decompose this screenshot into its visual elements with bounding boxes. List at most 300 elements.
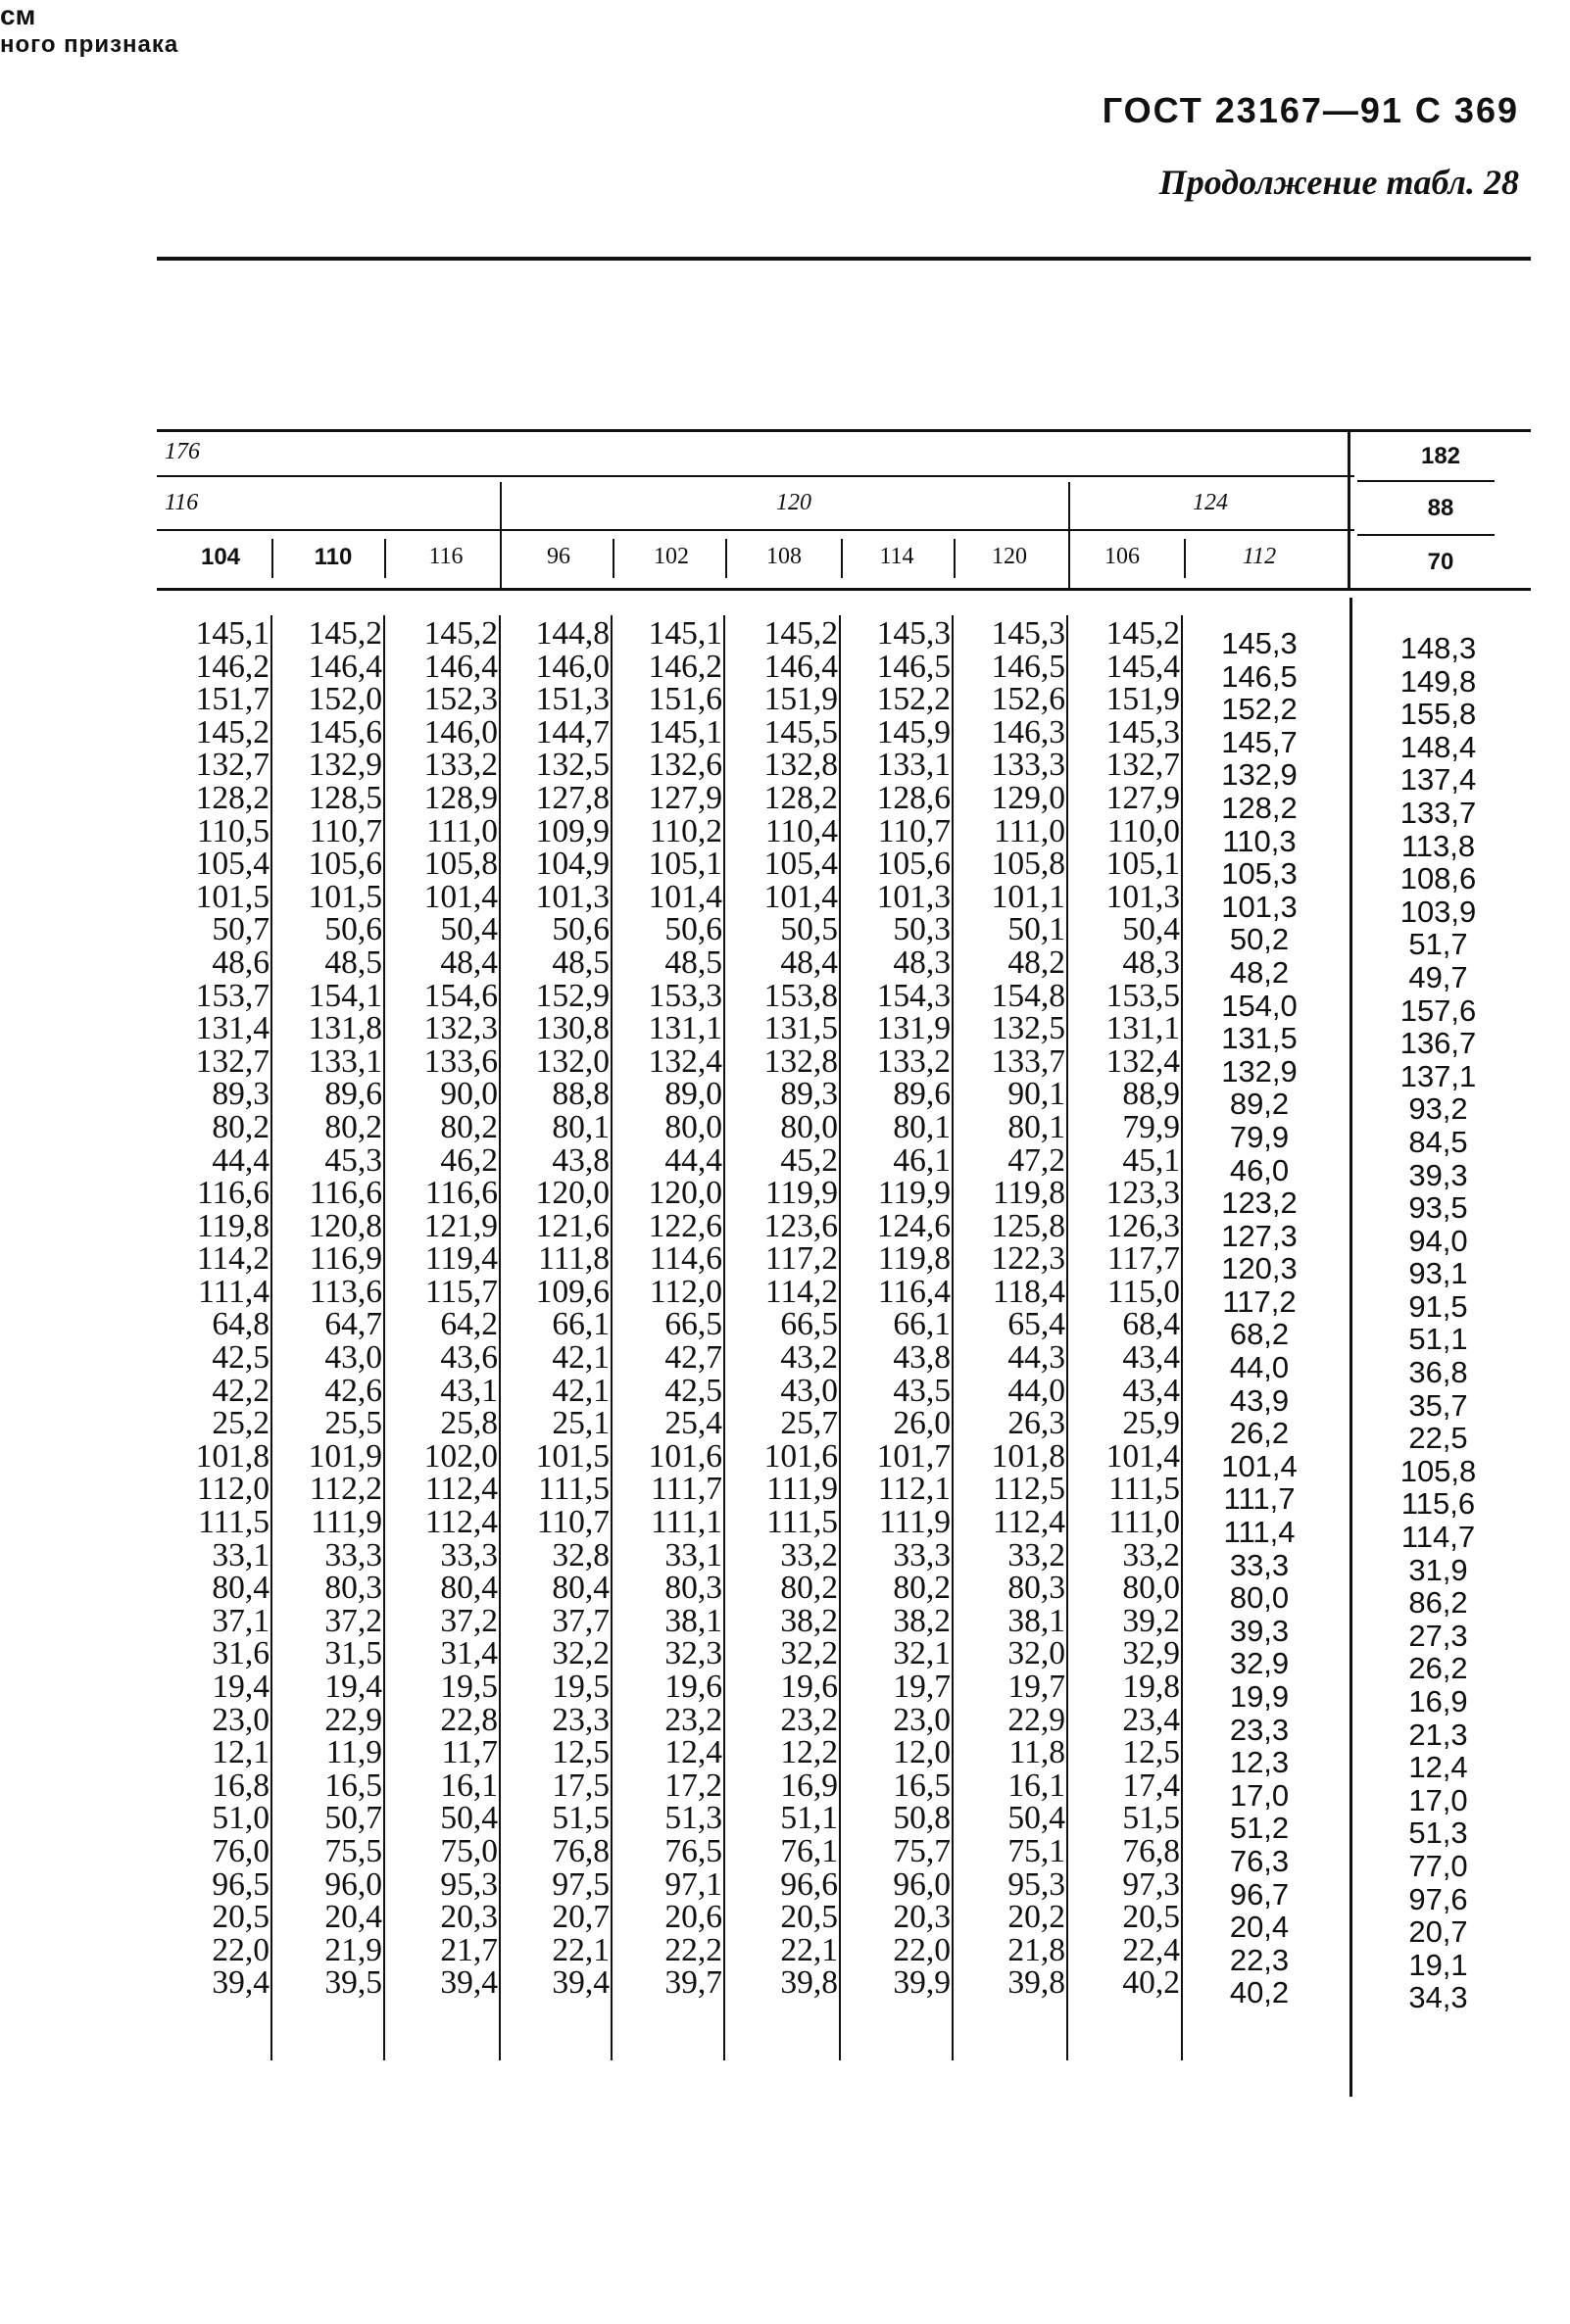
table-cell: 80,0	[1229, 1580, 1290, 1616]
table-cell: 111,7	[651, 1471, 722, 1508]
table-cell: 133,7	[1399, 795, 1477, 830]
table-cell: 66,5	[780, 1306, 838, 1343]
table-cell: 146,5	[876, 648, 951, 685]
table-cell: 119,8	[196, 1207, 270, 1244]
table-cell: 101,4	[1105, 1437, 1180, 1475]
table-cell: 48,5	[324, 944, 382, 981]
table-cell: 36,8	[1408, 1355, 1468, 1390]
table-cell: 32,1	[893, 1635, 951, 1672]
table-cell: 50,7	[324, 1800, 382, 1837]
table-cell: 95,3	[440, 1865, 498, 1903]
table-cell: 145,3	[876, 615, 951, 652]
table-cell: 39,8	[1007, 1964, 1065, 2002]
table-cell: 39,9	[893, 1964, 951, 2002]
table-cell: 47,2	[1007, 1141, 1065, 1179]
table-cell: 152,0	[308, 681, 382, 718]
table-cell: 120,3	[1221, 1251, 1298, 1286]
table-cell: 22,9	[324, 1701, 382, 1738]
column-176-120-114	[843, 617, 951, 2000]
table-cell: 80,2	[324, 1108, 382, 1145]
table-cell: 146,0	[535, 648, 610, 685]
table-cell: 39,7	[664, 1964, 722, 2002]
table-cell: 132,3	[423, 1010, 498, 1047]
table-cell: 20,7	[552, 1899, 610, 1936]
table-cell: 132,0	[535, 1042, 610, 1080]
table-cell: 130,8	[535, 1010, 610, 1047]
table-cell: 127,3	[1221, 1218, 1298, 1253]
table-cell: 86,2	[1408, 1585, 1468, 1621]
table-cell: 50,4	[440, 911, 498, 948]
table-cell: 105,4	[195, 846, 270, 883]
table-cell: 20,4	[324, 1899, 382, 1936]
table-cell: 119,9	[764, 1175, 838, 1212]
table-cell: 11,9	[325, 1734, 382, 1771]
table-cell: 37,7	[552, 1602, 610, 1639]
table-cell: 114,2	[764, 1273, 838, 1310]
table-cell: 132,7	[1105, 747, 1180, 784]
table-cell: 132,7	[195, 1042, 270, 1080]
table-cell: 31,5	[324, 1635, 382, 1672]
table-cell: 111,1	[651, 1504, 722, 1541]
table-cell: 25,8	[440, 1405, 498, 1442]
table-cell: 119,9	[877, 1175, 951, 1212]
table-cell: 37,2	[440, 1602, 498, 1639]
table-cell: 39,4	[440, 1964, 498, 2002]
table-cell: 23,4	[1122, 1701, 1180, 1738]
table-cell: 32,2	[780, 1635, 838, 1672]
table-cell: 44,0	[1229, 1350, 1290, 1385]
table-cell: 76,8	[552, 1832, 610, 1869]
table-cell: 146,5	[991, 648, 1065, 685]
table-cell: 43,0	[324, 1339, 382, 1377]
table-cell: 12,0	[893, 1734, 951, 1771]
table-cell: 80,3	[664, 1570, 722, 1607]
table-cell: 26,2	[1229, 1416, 1290, 1451]
table-cell: 131,5	[763, 1010, 838, 1047]
table-cell: 12,5	[1122, 1734, 1180, 1771]
table-cell: 101,5	[535, 1437, 610, 1475]
table-cell: 45,3	[324, 1141, 382, 1179]
table-cell: 80,2	[893, 1570, 951, 1607]
table-cell: 48,2	[1007, 944, 1065, 981]
table-cell: 16,8	[212, 1767, 270, 1804]
table-cell: 154,8	[991, 977, 1065, 1014]
header-120: 120	[776, 490, 811, 515]
table-cell: 76,8	[1122, 1832, 1180, 1869]
tick-2	[384, 539, 386, 578]
table-cell: 32,9	[1122, 1635, 1180, 1672]
column-176-120-120	[956, 617, 1065, 2000]
table-cell: 25,1	[552, 1405, 610, 1442]
tick-3	[613, 539, 614, 578]
table-cell: 128,5	[308, 779, 382, 816]
header-rule-1	[157, 475, 1354, 477]
table-cell: 115,6	[1400, 1486, 1476, 1522]
table-cell: 88,9	[1122, 1076, 1180, 1113]
table-cell: 25,9	[1122, 1405, 1180, 1442]
table-cell: 75,0	[440, 1832, 498, 1869]
table-cell: 96,0	[324, 1865, 382, 1903]
table-cell: 84,5	[1408, 1124, 1468, 1159]
table-cell: 145,1	[195, 615, 270, 652]
table-cell: 122,3	[991, 1240, 1065, 1278]
table-cell: 110,7	[536, 1504, 610, 1541]
table-cell: 33,3	[893, 1536, 951, 1574]
header-176: 176	[165, 439, 200, 464]
table-cell: 43,0	[780, 1372, 838, 1409]
header-col-104: 104	[200, 544, 241, 570]
table-cell: 110,7	[877, 812, 951, 849]
table-cell: 132,9	[1221, 757, 1298, 793]
table-cell: 89,3	[212, 1076, 270, 1113]
table-cell: 40,2	[1229, 1975, 1290, 2010]
table-cell: 101,5	[195, 878, 270, 915]
header-col-116: 116	[428, 544, 464, 569]
table-cell: 112,0	[196, 1471, 270, 1508]
table-cell: 50,7	[212, 911, 270, 948]
column-176-120-96	[502, 617, 610, 2000]
table-cell: 148,3	[1399, 631, 1477, 665]
table-cell: 27,3	[1408, 1618, 1468, 1653]
table-cell: 97,1	[664, 1865, 722, 1903]
table-cell: 80,4	[212, 1570, 270, 1607]
table-cell: 146,4	[423, 648, 498, 685]
column-176-124-106	[1070, 617, 1180, 2000]
table-top-rule	[157, 429, 1531, 432]
column-182-88-70	[1382, 632, 1495, 2014]
table-cell: 111,5	[1108, 1471, 1180, 1508]
tick-1	[271, 539, 273, 578]
column-176-116-104	[162, 617, 270, 2000]
table-cell: 21,8	[1007, 1931, 1065, 1968]
table-cell: 50,4	[440, 1800, 498, 1837]
table-cell: 154,1	[308, 977, 382, 1014]
table-cell: 120,0	[535, 1175, 610, 1212]
table-cell: 89,0	[664, 1076, 722, 1113]
table-cell: 66,1	[893, 1306, 951, 1343]
table-cell: 33,2	[1122, 1536, 1180, 1574]
table-cell: 153,8	[763, 977, 838, 1014]
body-rule-7	[952, 615, 954, 2060]
table-cell: 132,4	[648, 1042, 722, 1080]
table-cell: 20,4	[1229, 1910, 1290, 1945]
header-col-102: 102	[654, 544, 689, 569]
table-cell: 19,6	[780, 1669, 838, 1705]
table-cell: 51,0	[212, 1800, 270, 1837]
table-cell: 101,3	[1221, 889, 1298, 924]
table-cell: 26,2	[1408, 1651, 1468, 1686]
table-cell: 43,4	[1122, 1339, 1180, 1377]
table-cell: 37,1	[212, 1602, 270, 1639]
table-cell: 145,1	[648, 615, 722, 652]
table-cell: 101,6	[648, 1437, 722, 1475]
table-cell: 145,9	[876, 713, 951, 750]
table-cell: 111,5	[538, 1471, 610, 1508]
table-cell: 44,0	[1007, 1372, 1065, 1409]
table-cell: 33,2	[1007, 1536, 1065, 1574]
table-cell: 110,7	[309, 812, 382, 849]
table-cell: 116,6	[424, 1175, 498, 1212]
table-cell: 50,6	[324, 911, 382, 948]
table-cell: 145,1	[648, 713, 722, 750]
separator-120	[500, 482, 502, 590]
table-cell: 40,2	[1122, 1964, 1180, 2002]
table-cell: 132,5	[535, 747, 610, 784]
table-cell: 131,9	[876, 1010, 951, 1047]
table-cell: 128,9	[423, 779, 498, 816]
table-cell: 133,6	[423, 1042, 498, 1080]
table-cell: 133,2	[876, 1042, 951, 1080]
table-cell: 122,6	[648, 1207, 722, 1244]
table-cell: 79,9	[1229, 1119, 1290, 1154]
table-cell: 51,2	[1229, 1811, 1290, 1846]
table-cell: 22,9	[1007, 1701, 1065, 1738]
table-cell: 128,2	[763, 779, 838, 816]
table-cell: 131,8	[308, 1010, 382, 1047]
table-cell: 91,5	[1408, 1288, 1468, 1324]
table-cell: 105,8	[423, 846, 498, 883]
feature-label: ного признака	[0, 31, 179, 58]
table-cell: 50,8	[893, 1800, 951, 1837]
body-rule-6	[839, 615, 841, 2060]
table-cell: 64,2	[440, 1306, 498, 1343]
table-cell: 75,5	[324, 1832, 382, 1869]
table-cell: 101,6	[763, 1437, 838, 1475]
table-cell: 38,1	[1007, 1602, 1065, 1639]
table-cell: 19,8	[1122, 1669, 1180, 1705]
table-cell: 112,5	[992, 1471, 1065, 1508]
unit-label: см	[0, 0, 36, 30]
header-116: 116	[165, 490, 199, 515]
table-cell: 31,4	[440, 1635, 498, 1672]
table-cell: 111,9	[766, 1471, 838, 1508]
table-cell: 125,8	[991, 1207, 1065, 1244]
table-cell: 112,0	[649, 1273, 722, 1310]
table-cell: 111,4	[1223, 1515, 1296, 1550]
table-cell: 48,2	[1229, 954, 1290, 990]
table-cell: 44,3	[1007, 1339, 1065, 1377]
table-cell: 105,6	[876, 846, 951, 883]
table-cell: 96,7	[1229, 1876, 1290, 1912]
table-cell: 155,8	[1399, 697, 1477, 732]
tick-7	[1184, 539, 1186, 578]
table-cell: 48,3	[1122, 944, 1180, 981]
table-cell: 116,6	[309, 1175, 382, 1212]
table-cell: 16,9	[1408, 1684, 1468, 1719]
table-cell: 38,2	[893, 1602, 951, 1639]
table-cell: 22,2	[664, 1931, 722, 1968]
table-cell: 20,5	[212, 1899, 270, 1936]
table-cell: 132,9	[308, 747, 382, 784]
table-cell: 42,5	[212, 1339, 270, 1377]
table-cell: 22,1	[552, 1931, 610, 1968]
table-cell: 151,9	[1105, 681, 1180, 718]
table-cell: 153,3	[648, 977, 722, 1014]
table-cell: 48,6	[212, 944, 270, 981]
table-cell: 68,4	[1122, 1306, 1180, 1343]
table-cell: 42,7	[664, 1339, 722, 1377]
header-col-112: 112	[1242, 544, 1277, 569]
table-cell: 120,8	[308, 1207, 382, 1244]
header-col-106: 106	[1104, 544, 1140, 569]
table-cell: 145,3	[1105, 713, 1180, 750]
table-cell: 127,8	[535, 779, 610, 816]
table-cell: 48,3	[893, 944, 951, 981]
table-cell: 115,0	[1106, 1273, 1180, 1310]
table-cell: 133,2	[423, 747, 498, 784]
table-cell: 20,5	[780, 1899, 838, 1936]
table-cell: 133,7	[991, 1042, 1065, 1080]
column-176-120-108	[727, 617, 838, 2000]
table-cell: 120,0	[648, 1175, 722, 1212]
table-cell: 153,7	[195, 977, 270, 1014]
table-cell: 19,7	[893, 1669, 951, 1705]
header-col-96: 96	[547, 544, 570, 569]
table-cell: 146,3	[991, 713, 1065, 750]
table-cell: 33,1	[212, 1536, 270, 1574]
table-cell: 80,0	[780, 1108, 838, 1145]
table-cell: 131,4	[195, 1010, 270, 1047]
table-cell: 80,4	[440, 1570, 498, 1607]
table-cell: 77,0	[1408, 1848, 1468, 1883]
table-cell: 105,6	[308, 846, 382, 883]
table-cell: 109,6	[535, 1273, 610, 1310]
table-cell: 43,8	[893, 1339, 951, 1377]
header-col-120: 120	[992, 544, 1027, 569]
table-cell: 80,1	[552, 1108, 610, 1145]
table-cell: 111,5	[198, 1504, 270, 1541]
table-cell: 50,4	[1122, 911, 1180, 948]
table-cell: 42,5	[664, 1372, 722, 1409]
table-cell: 112,4	[424, 1471, 498, 1508]
table-cell: 33,3	[324, 1536, 382, 1574]
table-cell: 48,5	[664, 944, 722, 981]
table-cell: 148,4	[1399, 729, 1477, 764]
table-cell: 79,9	[1122, 1108, 1180, 1145]
table-cell: 33,3	[440, 1536, 498, 1574]
table-cell: 117,2	[764, 1240, 838, 1278]
table-cell: 19,5	[440, 1669, 498, 1705]
table-cell: 146,4	[763, 648, 838, 685]
table-cell: 43,6	[440, 1339, 498, 1377]
table-cell: 118,4	[992, 1273, 1065, 1310]
table-cell: 97,5	[552, 1865, 610, 1903]
table-cell: 110,0	[1106, 812, 1180, 849]
table-cell: 123,2	[1221, 1186, 1298, 1221]
table-cell: 94,0	[1408, 1223, 1468, 1258]
table-cell: 48,4	[780, 944, 838, 981]
table-cell: 66,5	[664, 1306, 722, 1343]
table-cell: 17,4	[1122, 1767, 1180, 1804]
table-cell: 39,5	[324, 1964, 382, 2002]
table-cell: 23,0	[893, 1701, 951, 1738]
table-cell: 33,3	[1229, 1547, 1290, 1582]
table-cell: 146,0	[423, 713, 498, 750]
table-cell: 16,5	[893, 1767, 951, 1804]
table-cell: 51,1	[1408, 1322, 1468, 1357]
table-cell: 50,5	[780, 911, 838, 948]
table-cell: 17,2	[664, 1767, 722, 1804]
table-cell: 132,6	[648, 747, 722, 784]
table-cell: 111,0	[426, 812, 498, 849]
table-cell: 96,5	[212, 1865, 270, 1903]
table-cell: 101,3	[535, 878, 610, 915]
table-cell: 43,2	[780, 1339, 838, 1377]
table-cell: 43,8	[552, 1141, 610, 1179]
table-cell: 39,3	[1408, 1157, 1468, 1192]
column-176-120-102	[614, 617, 722, 2000]
table-cell: 101,4	[648, 878, 722, 915]
table-cell: 66,1	[552, 1306, 610, 1343]
table-cell: 80,2	[212, 1108, 270, 1145]
table-cell: 105,8	[991, 846, 1065, 883]
table-cell: 32,3	[664, 1635, 722, 1672]
table-cell: 23,2	[664, 1701, 722, 1738]
table-cell: 20,5	[1122, 1899, 1180, 1936]
table-cell: 51,3	[664, 1800, 722, 1837]
header-col-108: 108	[766, 544, 802, 569]
table-cell: 112,4	[992, 1504, 1065, 1541]
table-cell: 145,4	[1105, 648, 1180, 685]
table-cell: 119,8	[992, 1175, 1065, 1212]
table-cell: 12,4	[1408, 1750, 1468, 1785]
table-cell: 42,1	[552, 1372, 610, 1409]
table-cell: 101,8	[991, 1437, 1065, 1475]
table-cell: 151,6	[648, 681, 722, 718]
table-cell: 146,4	[308, 648, 382, 685]
table-cell: 146,2	[195, 648, 270, 685]
table-cell: 121,6	[535, 1207, 610, 1244]
table-cell: 146,5	[1221, 658, 1298, 694]
table-cell: 93,1	[1408, 1256, 1468, 1291]
table-cell: 101,4	[1221, 1448, 1298, 1483]
separator-124	[1068, 482, 1070, 590]
header-88: 88	[1427, 495, 1454, 521]
table-cell: 93,5	[1408, 1190, 1468, 1226]
table-cell: 34,3	[1408, 1980, 1468, 2015]
table-cell: 32,0	[1007, 1635, 1065, 1672]
table-cell: 105,4	[763, 846, 838, 883]
table-cell: 43,4	[1122, 1372, 1180, 1409]
column-176-124-112	[1201, 627, 1318, 2009]
table-cell: 50,2	[1229, 922, 1290, 957]
table-cell: 20,7	[1408, 1914, 1468, 1950]
table-cell: 115,7	[424, 1273, 498, 1310]
table-cell: 26,3	[1007, 1405, 1065, 1442]
column-176-116-116	[387, 617, 498, 2000]
table-cell: 46,0	[1229, 1152, 1290, 1187]
table-cell: 35,7	[1408, 1387, 1468, 1423]
table-cell: 43,1	[440, 1372, 498, 1409]
table-cell: 23,2	[780, 1701, 838, 1738]
table-cell: 16,5	[324, 1767, 382, 1804]
tick-4	[725, 539, 727, 578]
table-cell: 133,1	[308, 1042, 382, 1080]
table-cell: 12,5	[552, 1734, 610, 1771]
table-cell: 113,8	[1400, 828, 1476, 863]
table-cell: 16,1	[1007, 1767, 1065, 1804]
table-cell: 25,2	[212, 1405, 270, 1442]
table-cell: 88,8	[552, 1076, 610, 1113]
table-cell: 101,1	[991, 878, 1065, 915]
table-cell: 51,7	[1408, 927, 1468, 962]
table-cell: 51,3	[1408, 1816, 1468, 1851]
table-cell: 89,3	[780, 1076, 838, 1113]
table-cell: 127,9	[1105, 779, 1180, 816]
table-cell: 48,5	[552, 944, 610, 981]
table-cell: 37,2	[324, 1602, 382, 1639]
table-cell: 131,1	[1105, 1010, 1180, 1047]
